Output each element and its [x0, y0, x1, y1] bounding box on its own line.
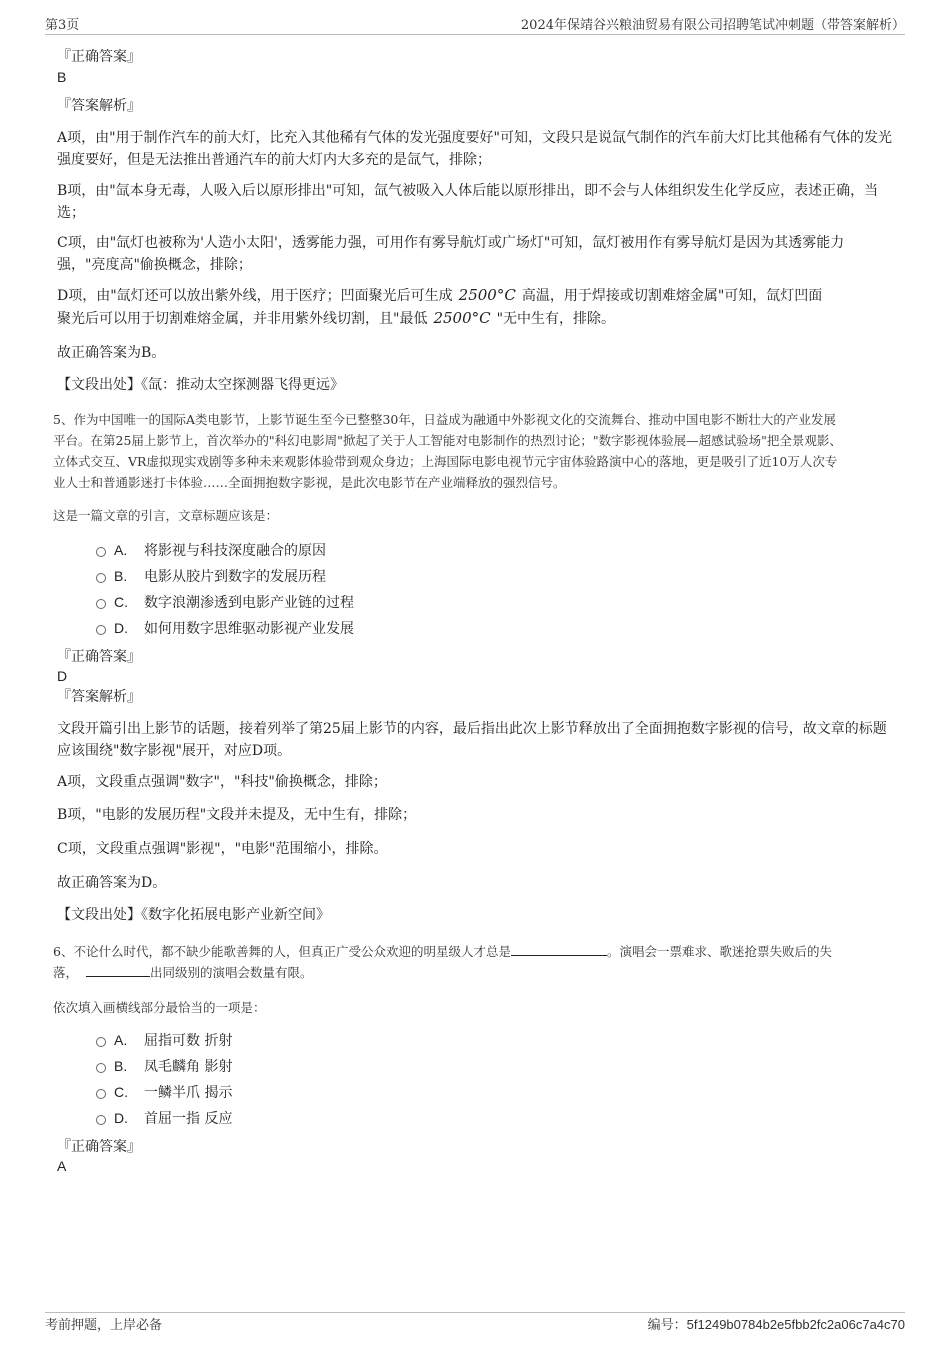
- option-text: 将影视与科技深度融合的原因: [144, 543, 326, 559]
- q6-answer-label: 『正确答案』: [57, 1139, 141, 1155]
- radio-icon[interactable]: [96, 1063, 106, 1073]
- option-letter: A.: [114, 542, 128, 558]
- q6-stem: [53, 941, 893, 983]
- q5-analysis-a: A项，文段重点强调"数字"，"科技"偷换概念，排除；: [57, 774, 387, 790]
- q4-source: [57, 374, 892, 396]
- option-letter: D.: [114, 620, 128, 636]
- radio-icon[interactable]: [96, 625, 106, 635]
- q5-analysis-b: B项，"电影的发展历程"文段并未提及，无中生有，排除；: [57, 807, 417, 823]
- q5-option-b[interactable]: [96, 566, 326, 586]
- q4-analysis-b: B项，由"氙本身无毒，人吸入后以原形排出"可知，氙气被吸入人体后能以原形排出，即不会与人体组织发生化学反应，表述正确，当选；: [57, 183, 879, 221]
- q5-source-label: 【文段出处】: [57, 907, 141, 923]
- q6-stem-part: 。演唱会一票难求、歌迷抢票失败后的失: [606, 944, 832, 959]
- q4-analysis-d-part1: D项，由"氙灯还可以放出紫外线，用于医疗；凹面聚光后可生成: [57, 288, 453, 304]
- q4-conclusion: 故正确答案为B。: [57, 345, 166, 361]
- q6-option-c[interactable]: [96, 1082, 232, 1102]
- q5-question: 这是一篇文章的引言，文章标题应该是：: [53, 508, 279, 523]
- q6-option-d[interactable]: [96, 1108, 232, 1128]
- q5-analysis-c: C项，文段重点强调"影视"，"电影"范围缩小，排除。: [57, 841, 388, 857]
- q6-answer: A: [57, 1158, 67, 1174]
- option-letter: C.: [114, 1084, 128, 1100]
- header-divider: [45, 34, 905, 35]
- q6-stem-part: 出同级别的演唱会数量有限。: [150, 965, 313, 980]
- q4-analysis-d: [57, 284, 892, 330]
- q5-stem-line: 业人士和普通影迷打卡体验……全面拥抱数字影视，是此次电影节在产业端释放的强烈信号。: [53, 475, 566, 490]
- radio-icon[interactable]: [96, 599, 106, 609]
- q6-question: 依次填入画横线部分最恰当的一项是：: [53, 1000, 266, 1015]
- option-text: 如何用数字思维驱动影视产业发展: [144, 621, 354, 637]
- q4-source-label: 【文段出处】: [57, 377, 141, 393]
- q5-source-title: 《数字化拓展电影产业新空间》: [141, 907, 330, 923]
- q5-analysis-main: 文段开篇引出上影节的话题，接着列举了第25届上影节的内容，最后指出此次上影节释放出了全面拥抱数字影视的信号，故文章的标题应该围绕"数字影视"展开，对应D项。: [57, 721, 887, 759]
- fill-blank-2[interactable]: [86, 962, 150, 977]
- option-letter: D.: [114, 1110, 128, 1126]
- q6-stem-part: 落，: [53, 965, 79, 980]
- q4-source-title: 《氙：推动太空探测器飞得更远》: [141, 377, 344, 393]
- q4-analysis-label: 『答案解析』: [57, 98, 141, 114]
- page-number: 第3页: [45, 18, 80, 33]
- radio-icon[interactable]: [96, 573, 106, 583]
- option-text: 凤毛麟角 影射: [144, 1059, 233, 1075]
- q6-option-b[interactable]: [96, 1056, 232, 1076]
- q4-analysis-d-part2: 高温，用于焊接或切割难熔金属"可知，氙灯凹面: [521, 288, 823, 304]
- option-text: 屈指可数 折射: [144, 1033, 233, 1049]
- option-text: 一鳞半爪 揭示: [144, 1085, 233, 1101]
- q5-option-d[interactable]: [96, 618, 354, 638]
- radio-icon[interactable]: [96, 1037, 106, 1047]
- q5-stem: [53, 409, 893, 493]
- q4-analysis-d-part4: "无中生有，排除。: [496, 311, 616, 327]
- document-code: 编号：5f1249b0784b2e5fbb2fc2a06c7a4c70: [647, 1317, 905, 1332]
- q5-source: [57, 904, 892, 926]
- option-letter: C.: [114, 594, 128, 610]
- q4-analysis-d-part3: 聚光后可以用于切割难熔金属，并非用紫外线切割，且"最低: [57, 311, 428, 327]
- q4-analysis-c: C项，由"氙灯也被称为'人造小太阳'，透雾能力强，可用作有雾导航灯或广场灯"可知，氙灯被用作有雾导航灯是因为其透雾能力强，"亮度高"偷换概念，排除；: [57, 235, 845, 273]
- q6-stem-line-2: [53, 962, 893, 983]
- option-letter: A.: [114, 1032, 128, 1048]
- option-text: 电影从胶片到数字的发展历程: [144, 569, 326, 585]
- q6-stem-part: 6、不论什么时代，都不缺少能歌善舞的人，但真正广受公众欢迎的明星级人才总是: [53, 944, 511, 959]
- q4-answer: B: [57, 69, 67, 85]
- page-header: [45, 14, 905, 34]
- footer-divider: [45, 1312, 905, 1313]
- document-title: 2024年保靖谷兴粮油贸易有限公司招聘笔试冲刺题（带答案解析）: [520, 18, 905, 33]
- radio-icon[interactable]: [96, 547, 106, 557]
- radio-icon[interactable]: [96, 1089, 106, 1099]
- footer-slogan: 考前押题，上岸必备: [45, 1318, 163, 1333]
- q5-option-c[interactable]: [96, 592, 354, 612]
- q5-stem-line: 5、作为中国唯一的国际A类电影节，上影节诞生至今已整整30年，日益成为融通中外影视文化的交流舞台、推动中国电影不断壮大的产业发展: [53, 412, 836, 427]
- q6-option-a[interactable]: [96, 1030, 232, 1050]
- q5-stem-line: 立体式交互、VR虚拟现实戏剧等多种未来观影体验带到观众身边；上海国际电影电视节元宇宙体验路演中心的落地，更是吸引了近10万人次专: [53, 454, 838, 469]
- q5-option-a[interactable]: [96, 540, 326, 560]
- q4-analysis-a: A项，由"用于制作汽车的前大灯，比充入其他稀有气体的发光强度要好"可知，文段只是说氙气制作的汽车前大灯比其他稀有气体的发光强度要好，但是无法推出普通汽车的前大灯内大多充的是氙气，排除；: [57, 130, 892, 168]
- q5-analysis-label: 『答案解析』: [57, 689, 141, 705]
- option-text: 数字浪潮渗透到电影产业链的过程: [144, 595, 354, 611]
- q5-answer-label: 『正确答案』: [57, 649, 141, 665]
- q5-conclusion: 故正确答案为D。: [57, 875, 167, 891]
- q4-answer-label: 『正确答案』: [57, 49, 141, 65]
- option-text: 首屈一指 反应: [144, 1111, 233, 1127]
- temperature-value-2: 2500°C: [433, 309, 491, 327]
- q6-stem-line-1: [53, 941, 893, 962]
- option-letter: B.: [114, 568, 128, 584]
- temperature-value: 2500°C: [458, 286, 516, 304]
- option-letter: B.: [114, 1058, 128, 1074]
- q5-stem-line: 平台。在第25届上影节上，首次举办的"科幻电影周"掀起了关于人工智能对电影制作的热烈讨论；"数字影视体验展—超感试验场"把全景观影、: [53, 433, 842, 448]
- page-footer: [45, 1314, 905, 1334]
- fill-blank-1[interactable]: [511, 941, 607, 956]
- radio-icon[interactable]: [96, 1115, 106, 1125]
- q5-answer: D: [57, 668, 68, 684]
